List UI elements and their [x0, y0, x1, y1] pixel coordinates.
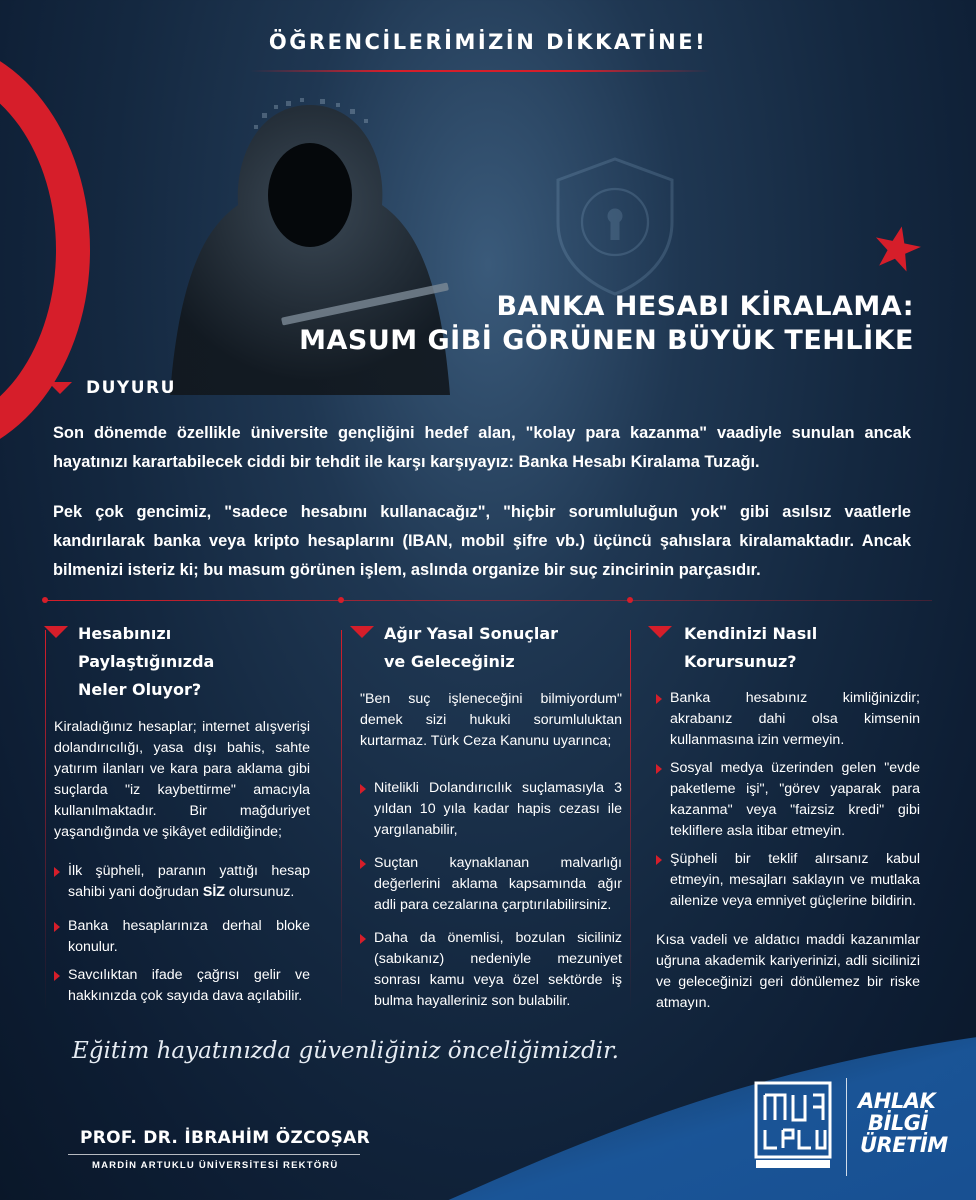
bullet-item [360, 853, 622, 916]
column-legal-consequences [350, 620, 622, 1012]
column-intro: "Ben suç işleneceğini bilmiyordum" demek sizi hukuki sorumluluktan kurtarmaz. Türk Ceza Kanunu uyarınca; [360, 691, 622, 749]
signature-title: MARDİN ARTUKLU ÜNİVERSİTESİ REKTÖRÜ [92, 1160, 339, 1171]
bullet-text: Daha da önemlisi, bozulan siciliniz (sabıkanız) nedeniyle mezuniyet sonrası kamu veya özel sektörde iş bulma hayalleriniz son bulabilir. [374, 930, 622, 1009]
column-line [630, 630, 631, 1010]
column-title [78, 620, 310, 704]
column-title-line-2: Korursunuz? [684, 652, 797, 671]
column-title [384, 620, 558, 676]
shield-lock-icon [540, 150, 690, 300]
announcement-paragraph-2: Pek çok gencimiz, "sadece hesabını kullanacağız", "hiçbir sorumluluğun yok" gibi asılsız vaatlerle kandırılarak banka veya kripto hesaplarını (IBAN, mobil şifre vb.) üçüncü şahıslara kiralamaktadır. Ancak bilmenizi isteriz ki; bu masum görünen işlem, aslında organize bir suç zincirinin parçasıdır. [53, 503, 911, 579]
column-title-line-1: Kendinizi Nasıl [684, 624, 818, 643]
column-heading [648, 620, 920, 676]
bullet-item [656, 688, 920, 751]
bullet-arrow-icon [656, 855, 662, 865]
triangle-down-icon [648, 626, 672, 638]
bullet-item [656, 758, 920, 842]
bullet-text: Banka hesaplarınıza derhal bloke konulur. [68, 918, 310, 955]
bullet-text: Banka hesabınız kimliğinizdir; akrabanız dahi olsa kimsenin kullanmasına izin vermeyin. [670, 690, 920, 748]
column-title [684, 620, 817, 676]
logo-word: ÜRETİM [860, 1133, 948, 1157]
column-title-line-2: ve Geleceğiniz [384, 652, 515, 671]
footer-slogan: Eğitim hayatınızda güvenliğiniz önceliğimizdir. [72, 1038, 619, 1064]
headline-line-2: MASUM GİBİ GÖRÜNEN BÜYÜK TEHLİKE [299, 325, 914, 356]
main-headline [299, 290, 914, 358]
bullet-emphasis: SİZ [202, 884, 225, 900]
bullet-arrow-icon [54, 922, 60, 932]
bullet-arrow-icon [360, 784, 366, 794]
bullet-arrow-icon [360, 934, 366, 944]
column-heading [350, 620, 622, 676]
red-star-icon [872, 224, 922, 274]
column-title-line-1: Ağır Yasal Sonuçlar [384, 624, 559, 643]
announcement-paragraph-1: Son dönemde özellikle üniversite gençliğini hedef alan, "kolay para kazanma" vaadiyle sunulan ancak hayatınızı karartabilecek ciddi bir tehdit ile karşı karşıyayız: Banka Hesabı Kiralama Tuzağı. [53, 424, 911, 471]
column-heading [44, 620, 310, 704]
column-body [360, 689, 622, 1012]
university-logo [753, 1080, 833, 1170]
triangle-down-icon [48, 382, 72, 394]
bullet-text: Sosyal medya üzerinden gelen "evde paketleme işi", "görev yaparak para kazanma" veya "faizsiz kredi" gibi tekliflere asla itibar etmeyin. [670, 760, 920, 839]
signature-name: PROF. DR. İBRAHİM ÖZCOŞAR [80, 1128, 371, 1148]
divider-dot [627, 597, 633, 603]
announcement-label: DUYURU [86, 378, 176, 398]
column-account-sharing [44, 620, 310, 1007]
bullet-text [68, 861, 310, 903]
top-title: ÖĞRENCİLERİMİZİN DİKKATİNE! [268, 30, 708, 54]
bullet-text-part: olursunuz. [224, 884, 295, 900]
bullet-item [360, 778, 622, 841]
logo-word: AHLAK [858, 1089, 936, 1113]
bullet-text-part: İlk şüpheli, paranın yattığı hesap sahibi yani doğrudan [68, 863, 310, 900]
ethics-knowledge-logo [858, 1090, 948, 1156]
logo-word: BİLGİ [868, 1111, 928, 1135]
bullet-arrow-icon [360, 859, 366, 869]
divider-dot [338, 597, 344, 603]
triangle-down-icon [350, 626, 374, 638]
bullet-item [54, 965, 310, 1007]
bullet-text: Savcılıktan ifade çağrısı gelir ve hakkınızda çok sayıda dava açılabilir. [68, 967, 310, 1004]
divider-dot [42, 597, 48, 603]
section-divider [44, 600, 932, 601]
headline-line-1: BANKA HESABI KİRALAMA: [496, 291, 914, 322]
bullet-arrow-icon [656, 764, 662, 774]
column-body [656, 688, 920, 1014]
bullet-arrow-icon [54, 971, 60, 981]
signature-line [68, 1154, 360, 1155]
bullet-item [54, 916, 310, 958]
column-body [54, 717, 310, 1007]
bullet-arrow-icon [54, 867, 60, 877]
column-line [341, 630, 342, 1010]
triangle-down-icon [44, 626, 68, 638]
column-closing: Kısa vadeli ve aldatıcı maddi kazanımlar uğruna akademik kariyerinizi, adli sicilinizi ve geleceğinizi geri dönülemez bir riske atmayın. [656, 932, 920, 1011]
bullet-item [656, 849, 920, 912]
bullet-text: Suçtan kaynaklanan malvarlığı değerlerini aklama kapsamında ağır adli para cezalarına çarptırılabilirsiniz. [374, 855, 622, 913]
column-title-line-2: Neler Oluyor? [78, 680, 202, 699]
column-intro: Kiraladığınız hesaplar; internet alışverişi dolandırıcılığı, yasa dışı bahis, sahte yatırım ilanları ve kara para aklama gibi suçlarda "iz kaybettirme" amacıyla kullanılmaktadır. Bir mağduriyet yaşandığında ve şikâyet edildiğinde; [54, 719, 310, 840]
bullet-item [360, 928, 622, 1012]
bullet-text: Nitelikli Dolandırıcılık suçlamasıyla 3 yıldan 10 yıla kadar hapis cezası ile yargılanabilir, [374, 780, 622, 838]
top-title-underline [250, 70, 710, 72]
column-self-protection [648, 620, 920, 1014]
announcement-heading [48, 378, 176, 398]
column-title-line-1: Hesabınızı Paylaştığınızda [78, 624, 215, 671]
bullet-arrow-icon [656, 694, 662, 704]
bullet-text: Şüpheli bir teklif alırsanız kabul etmeyin, mesajları saklayın ve mutlaka ailenize veya emniyet güçlerine bildirin. [670, 851, 920, 909]
logo-separator [846, 1078, 847, 1176]
bullet-item [54, 861, 310, 903]
